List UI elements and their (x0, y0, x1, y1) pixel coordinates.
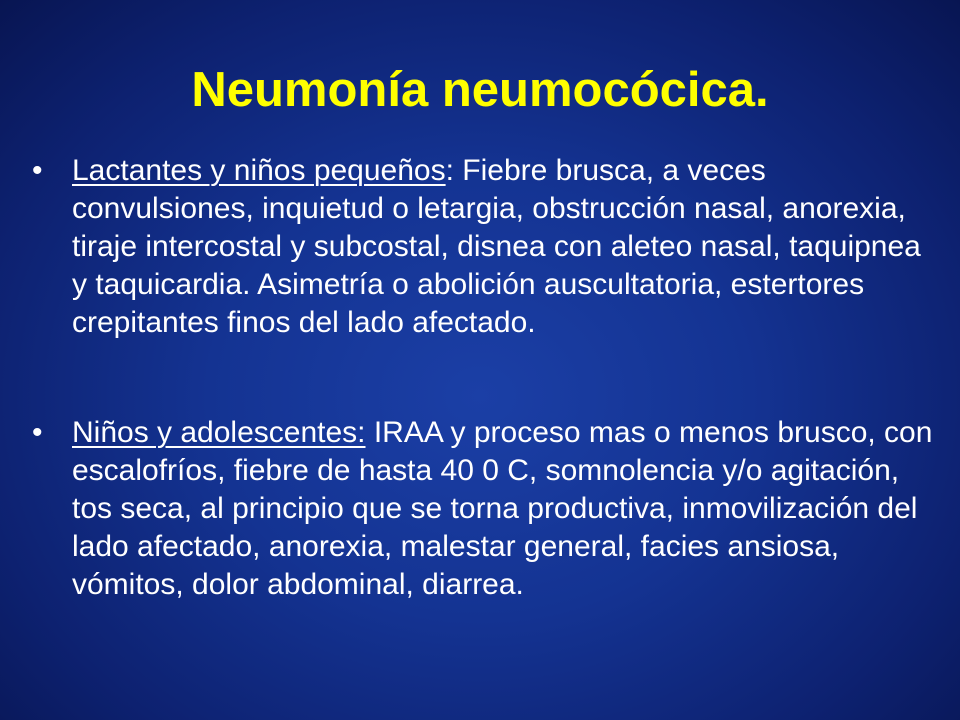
bullet-marker: • (32, 416, 43, 449)
bullet-marker: • (32, 154, 43, 187)
bullet-text-adolescents: IRAA y proceso mas o menos brusco, con escalofríos, fiebre de hasta 40 0 C, somnolencia y/o agitación, tos seca, al principio que se torna productiva, inmovilización del lado afectado, anorexia, malestar general, facies ansiosa, vómitos, dolor abdominal, diarrea. (72, 416, 933, 601)
bullet-heading-adolescents: Niños y adolescentes: (72, 416, 366, 449)
bullet-heading-infants: Lactantes y niños pequeños (72, 154, 446, 187)
bullet-item-infants (28, 152, 938, 342)
slide-title: Neumonía neumocócica. (191, 63, 769, 117)
bullet-list (28, 152, 938, 604)
bullet-text-infants: Fiebre brusca, a veces convulsiones, inquietud o letargia, obstrucción nasal, anorexia, tiraje intercostal y subcostal, disnea con aleteo nasal, taquipnea y taquicardia. Asimetría o abolición auscultatoria, estertores crepitantes finos del lado afectado. (72, 154, 921, 339)
bullet-separator: : (445, 154, 454, 187)
bullet-item-adolescents (28, 414, 938, 604)
